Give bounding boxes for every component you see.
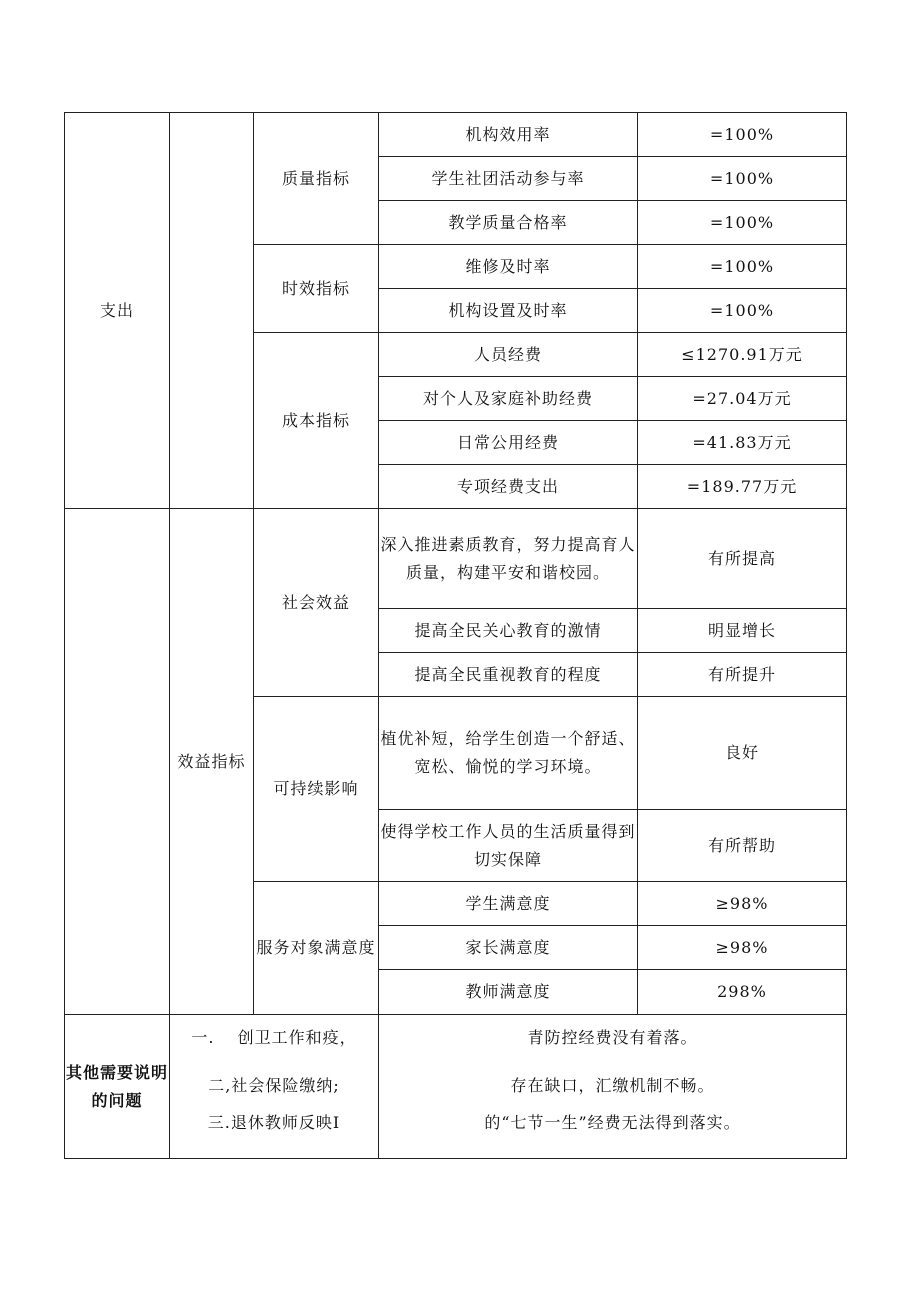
value-cell: 298% [638, 970, 847, 1015]
level2-empty-cell [170, 113, 254, 509]
value-cell: 有所提高 [638, 509, 847, 609]
note-left-2: 二,社会保险缴纳; [208, 1075, 340, 1095]
indicator-cell: 日常公用经费 [379, 421, 638, 465]
level1-label: 支出 [99, 300, 134, 320]
level3-quality-cell: 质量指标 [254, 113, 379, 245]
table-row [65, 509, 847, 609]
value-cell: =100% [638, 201, 847, 245]
value-cell: =27.04万元 [638, 377, 847, 421]
level3-social-cell: 社会效益 [254, 509, 379, 697]
level3-sustainable-cell: 可持续影响 [254, 697, 379, 882]
indicator-cell: 专项经费支出 [379, 465, 638, 509]
note-left-1: 一. 创卫工作和疫， [191, 1027, 357, 1047]
other-issues-left-cell [170, 1015, 379, 1159]
value-cell: =100% [638, 113, 847, 157]
value-cell: 有所帮助 [638, 810, 847, 882]
note-left-3: 三.退休教师反映I [207, 1112, 341, 1132]
value-cell: =189.77万元 [638, 465, 847, 509]
other-issues-right-cell [379, 1015, 847, 1159]
indicator-cell: 教学质量合格率 [379, 201, 638, 245]
note-right-2: 存在缺口，汇缴机制不畅。 [510, 1075, 715, 1095]
indicator-cell: 使得学校工作人员的生活质量得到切实保障 [379, 810, 638, 882]
value-cell: =41.83万元 [638, 421, 847, 465]
indicator-cell: 家长满意度 [379, 926, 638, 970]
indicator-cell: 机构效用率 [379, 113, 638, 157]
value-cell: =100% [638, 157, 847, 201]
value-cell: =100% [638, 245, 847, 289]
indicator-cell: 植优补短，给学生创造一个舒适、宽松、愉悦的学习环境。 [379, 697, 638, 810]
performance-table [64, 112, 847, 1159]
level3-cost-cell: 成本指标 [254, 333, 379, 509]
indicator-cell: 提高全民重视教育的程度 [379, 653, 638, 697]
level3-timeliness-cell: 时效指标 [254, 245, 379, 333]
indicator-cell: 学生社团活动参与率 [379, 157, 638, 201]
table-row-other [65, 1015, 847, 1159]
value-cell: ≤1270.91万元 [638, 333, 847, 377]
value-cell: =100% [638, 289, 847, 333]
indicator-cell: 提高全民关心教育的激情 [379, 609, 638, 653]
note-right-1: 青防控经费没有着落。 [527, 1027, 698, 1047]
indicator-cell: 对个人及家庭补助经费 [379, 377, 638, 421]
level2-benefit-cell: 效益指标 [170, 509, 254, 1015]
indicator-cell: 机构设置及时率 [379, 289, 638, 333]
table-row [65, 113, 847, 157]
value-cell: 良好 [638, 697, 847, 810]
level1-expense-cell [65, 113, 170, 509]
value-cell: ≥98% [638, 882, 847, 926]
note-right-3: 的“七节一生”经费无法得到落实。 [484, 1112, 741, 1132]
value-cell: ≥98% [638, 926, 847, 970]
level3-satisfaction-cell: 服务对象满意度 [254, 882, 379, 1015]
indicator-cell: 教师满意度 [379, 970, 638, 1015]
indicator-cell: 维修及时率 [379, 245, 638, 289]
value-cell: 有所提升 [638, 653, 847, 697]
value-cell: 明显增长 [638, 609, 847, 653]
indicator-cell: 学生满意度 [379, 882, 638, 926]
indicator-cell: 深入推进素质教育，努力提高育人质量，构建平安和谐校园。 [379, 509, 638, 609]
other-issues-title-cell: 其他需要说明的问题 [65, 1015, 170, 1159]
indicator-cell: 人员经费 [379, 333, 638, 377]
level1-empty-cell [65, 509, 170, 1015]
